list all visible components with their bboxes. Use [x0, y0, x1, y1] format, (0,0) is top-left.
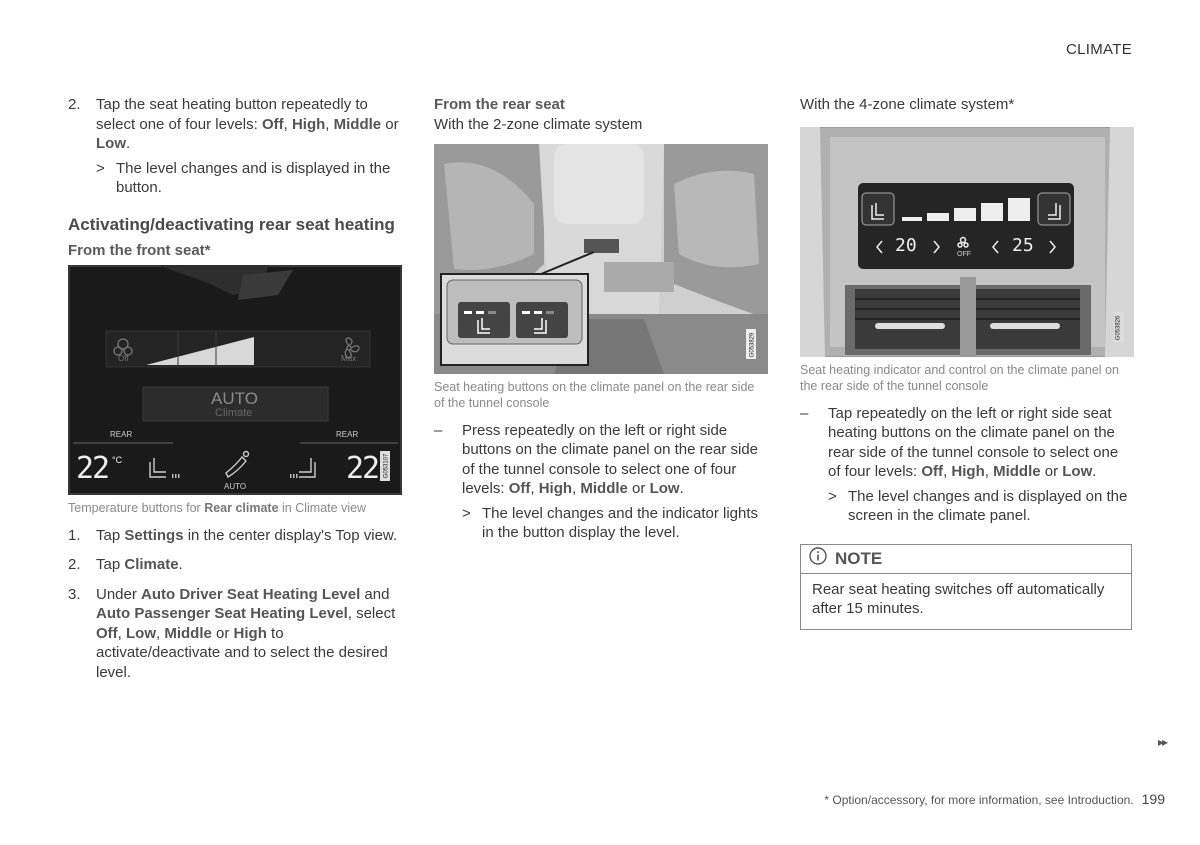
- step-2b: 2. Tap Climate.: [68, 556, 183, 573]
- fan-off-label: OFF: [957, 250, 971, 258]
- result-note: > The level changes and is displayed on the screen in the climate panel.: [828, 487, 1128, 524]
- section-heading: Activating/deactivating rear seat heating: [68, 214, 395, 234]
- step-2: 2. Tap the seat heating button repeatedly to select one of four levels: Off, High, Middle or Low.: [68, 96, 399, 152]
- fan-off-label: Off: [118, 353, 129, 363]
- note-title: NOTE: [835, 548, 883, 568]
- subheading-rear-seat: From the rear seat: [434, 96, 565, 113]
- auto-small-label: AUTO: [224, 481, 247, 491]
- column-2: [434, 95, 768, 543]
- figure-caption: Temperature buttons for Rear climate in Climate view: [68, 500, 367, 515]
- rear-right-label: REAR: [336, 429, 359, 439]
- temp-left: 22: [76, 450, 109, 486]
- temp-right: 22: [346, 450, 379, 486]
- temp-right: 25: [1012, 234, 1034, 256]
- figure-code: G053826: [1115, 315, 1122, 340]
- figure-caption: Seat heating indicator and control on the climate panel on the rear side of the tunnel console: [800, 362, 1119, 393]
- figure-code: G053107: [383, 453, 390, 478]
- note-text: Rear seat heating switches off automatically after 15 minutes.: [812, 580, 1105, 617]
- front-seat-climate-figure: [68, 265, 402, 495]
- continue-arrows-icon: ▸▸: [1157, 735, 1166, 749]
- page-number: 199: [1141, 791, 1165, 807]
- intro-4-zone: With the 4-zone climate system*: [800, 96, 1015, 113]
- figure-caption: Seat heating buttons on the climate panel on the rear side of the tunnel console: [434, 379, 755, 410]
- step-number: 2.: [68, 96, 81, 113]
- section-header: CLIMATE: [1066, 41, 1132, 58]
- temp-left-unit: °C: [112, 454, 123, 465]
- instruction-bullet: – Press repeatedly on the left or right side buttons on the climate panel on the rear side of the tunnel console to select one of four levels: Off, High, Middle or Low.: [434, 421, 759, 497]
- climate-label: Climate: [215, 406, 253, 419]
- figure-code: G053829: [749, 332, 756, 357]
- rear-seat-2zone-figure: [434, 144, 768, 374]
- temp-left: 20: [895, 234, 917, 256]
- footer: [824, 791, 1165, 807]
- step-3: 3. Under Auto Driver Seat Heating Level and Auto Passenger Seat Heating Level, select Off, Low, Middle or High to activate/deactivate and to select the desired level.: [68, 585, 396, 681]
- result-note: > The level changes and the indicator lights in the button display the level.: [462, 504, 759, 541]
- column-3: [800, 95, 1132, 630]
- step-1: 1. Tap Settings in the center display's Top view.: [68, 526, 398, 544]
- auto-label: AUTO: [211, 388, 258, 408]
- note-header: [801, 545, 1131, 574]
- result-note: > The level changes and is displayed in the button.: [96, 159, 391, 196]
- note-box: [800, 544, 1132, 630]
- info-icon: [809, 547, 827, 570]
- fan-max-label: Max: [341, 353, 357, 363]
- intro-2-zone: With the 2-zone climate system: [434, 116, 643, 133]
- rear-left-label: REAR: [110, 429, 133, 439]
- steps-list: [68, 526, 402, 683]
- footnote: * Option/accessory, for more information, see Introduction.: [824, 793, 1134, 807]
- instruction-bullet: – Tap repeatedly on the left or right side seat heating buttons on the climate panel on the rear side of the tunnel console to select one of four levels: Off, High, Middle or Low.: [800, 404, 1119, 480]
- rear-seat-4zone-figure: [800, 127, 1134, 357]
- subheading-front-seat: From the front seat*: [68, 241, 211, 259]
- column-1: [68, 95, 402, 692]
